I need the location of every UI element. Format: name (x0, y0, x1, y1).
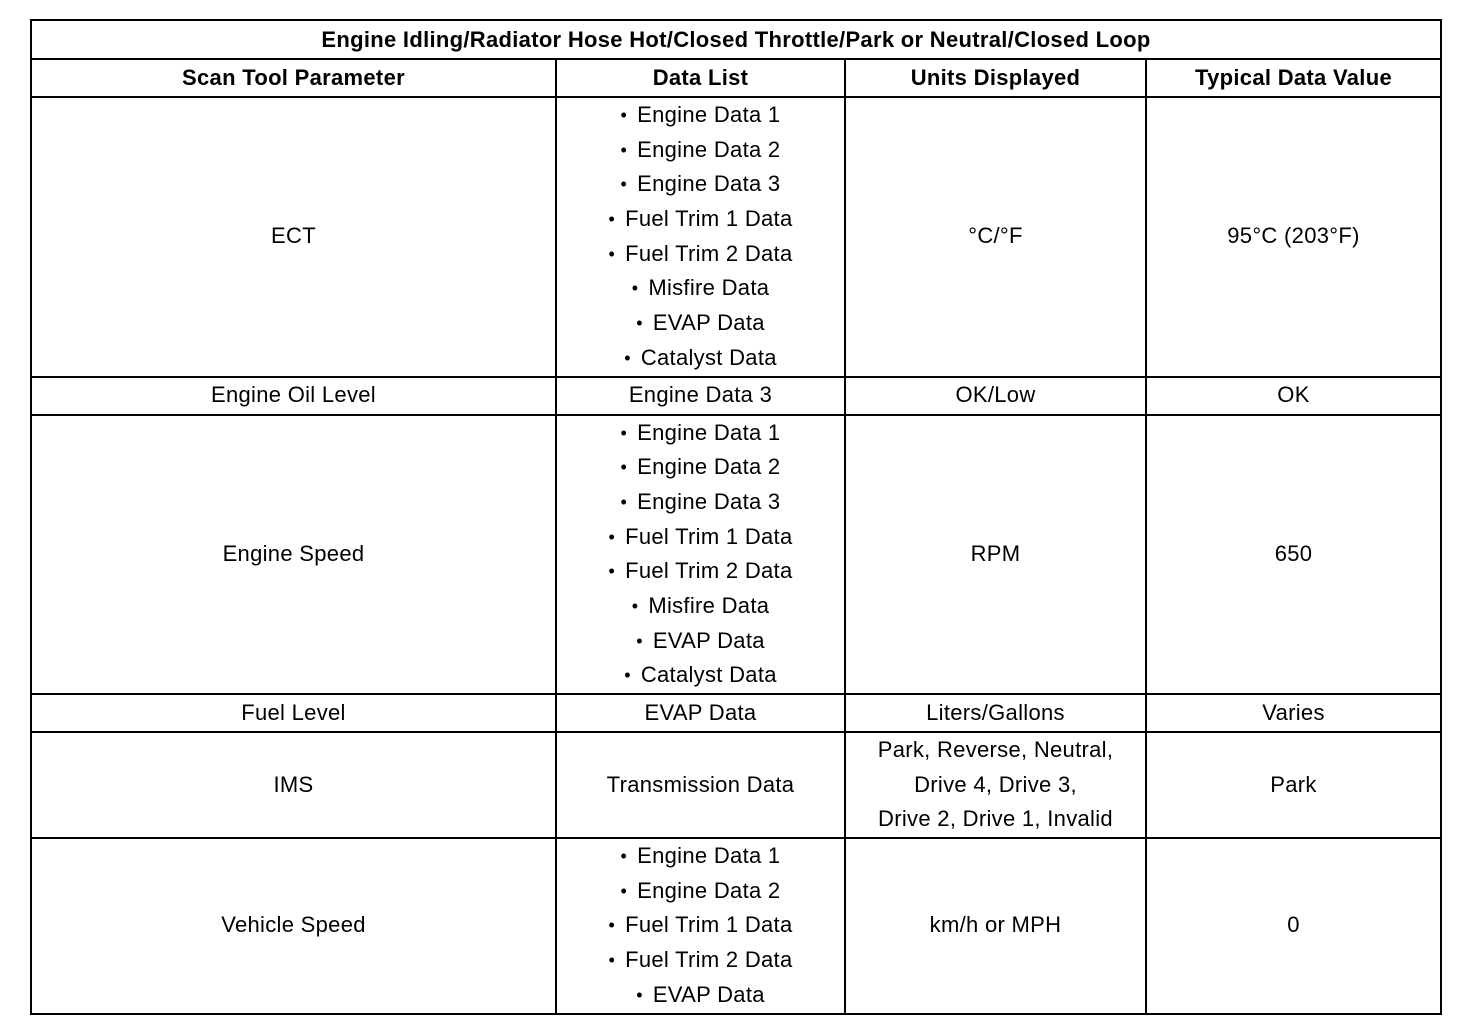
list-item: • Fuel Trim 1 Data (557, 520, 844, 555)
header-scan-tool-parameter: Scan Tool Parameter (31, 59, 556, 97)
bullet-icon: • (620, 457, 628, 478)
bullet-icon: • (608, 526, 616, 547)
data-list (557, 839, 844, 1012)
typical-value-cell: 650 (1146, 415, 1441, 695)
bullet-icon: • (636, 984, 643, 1005)
header-data-list: Data List (556, 59, 845, 97)
bullet-icon: • (636, 313, 643, 334)
bullet-icon: • (620, 422, 628, 443)
bullet-icon: • (620, 105, 628, 125)
header-units-displayed: Units Displayed (845, 59, 1146, 97)
list-item: • Catalyst Data (557, 341, 844, 376)
table-row (31, 838, 1441, 1013)
bullet-icon: • (631, 278, 639, 299)
bullet-icon: • (608, 243, 616, 264)
parameter-cell: IMS (31, 732, 556, 838)
parameter-cell: ECT (31, 97, 556, 377)
bullet-icon: • (631, 595, 639, 616)
units-cell: OK/Low (845, 377, 1146, 415)
list-item: • Engine Data 2 (557, 874, 844, 909)
table-row (31, 97, 1441, 377)
list-item: • Misfire Data (557, 271, 844, 306)
bullet-icon: • (608, 209, 616, 230)
parameter-cell: Engine Oil Level (31, 377, 556, 415)
list-item: • Misfire Data (557, 589, 844, 624)
list-item: • Engine Data 3 (557, 485, 844, 520)
parameter-cell: Fuel Level (31, 694, 556, 732)
list-item: • EVAP Data (557, 624, 844, 659)
units-line: Drive 4, Drive 3, (914, 771, 1077, 797)
data-list-cell: Engine Data 3 (556, 377, 845, 415)
parameter-cell: Engine Speed (31, 415, 556, 695)
table-row (31, 415, 1441, 695)
list-item: • Engine Data 2 (557, 450, 844, 485)
data-list (557, 98, 844, 376)
scan-tool-data-table (30, 19, 1442, 1015)
data-list-cell (556, 415, 845, 695)
data-list-cell: Transmission Data (556, 732, 845, 838)
list-item: • Engine Data 1 (557, 98, 844, 133)
typical-value-cell: 95°C (203°F) (1146, 97, 1441, 377)
list-item: • Fuel Trim 2 Data (557, 943, 844, 978)
list-item: • Engine Data 3 (557, 167, 844, 202)
typical-value-cell: 0 (1146, 838, 1441, 1013)
units-cell: RPM (845, 415, 1146, 695)
list-item: • EVAP Data (557, 306, 844, 341)
bullet-icon: • (620, 139, 628, 160)
units-cell: Liters/Gallons (845, 694, 1146, 732)
bullet-icon: • (620, 491, 628, 512)
data-list-cell (556, 97, 845, 377)
table-row (31, 377, 1441, 415)
units-line: Park, Reverse, Neutral, (877, 737, 1114, 762)
bullet-icon: • (620, 880, 628, 901)
table-row (31, 732, 1441, 838)
list-item: • Fuel Trim 2 Data (557, 554, 844, 589)
bullet-icon: • (620, 174, 628, 195)
typical-value-cell: OK (1146, 377, 1441, 415)
table-title: Engine Idling/Radiator Hose Hot/Closed Throttle/Park or Neutral/Closed Loop (31, 20, 1441, 59)
list-item: • Fuel Trim 1 Data (557, 908, 844, 943)
typical-value-cell: Park (1146, 732, 1441, 838)
bullet-icon: • (624, 665, 631, 686)
units-line: Drive 2, Drive 1, Invalid (878, 806, 1113, 832)
units-cell (845, 732, 1146, 838)
list-item: • Catalyst Data (557, 658, 844, 693)
bullet-icon: • (608, 950, 616, 971)
bullet-icon: • (624, 347, 631, 368)
list-item: • Engine Data 1 (557, 416, 844, 451)
typical-value-cell: Varies (1146, 694, 1441, 732)
bullet-icon: • (636, 630, 643, 651)
bullet-icon: • (620, 846, 628, 867)
parameter-cell: Vehicle Speed (31, 838, 556, 1013)
data-list (557, 416, 844, 694)
bullet-icon: • (608, 915, 616, 936)
list-item: • EVAP Data (557, 978, 844, 1013)
table-row (31, 694, 1441, 732)
list-item: • Fuel Trim 2 Data (557, 237, 844, 272)
units-cell: km/h or MPH (845, 838, 1146, 1013)
list-item: • Engine Data 1 (557, 839, 844, 874)
header-typical-data-value: Typical Data Value (1146, 59, 1441, 97)
bullet-icon: • (608, 561, 616, 582)
data-list-cell: EVAP Data (556, 694, 845, 732)
data-list-cell (556, 838, 845, 1013)
list-item: • Fuel Trim 1 Data (557, 202, 844, 237)
units-cell: °C/°F (845, 97, 1146, 377)
list-item: • Engine Data 2 (557, 133, 844, 168)
